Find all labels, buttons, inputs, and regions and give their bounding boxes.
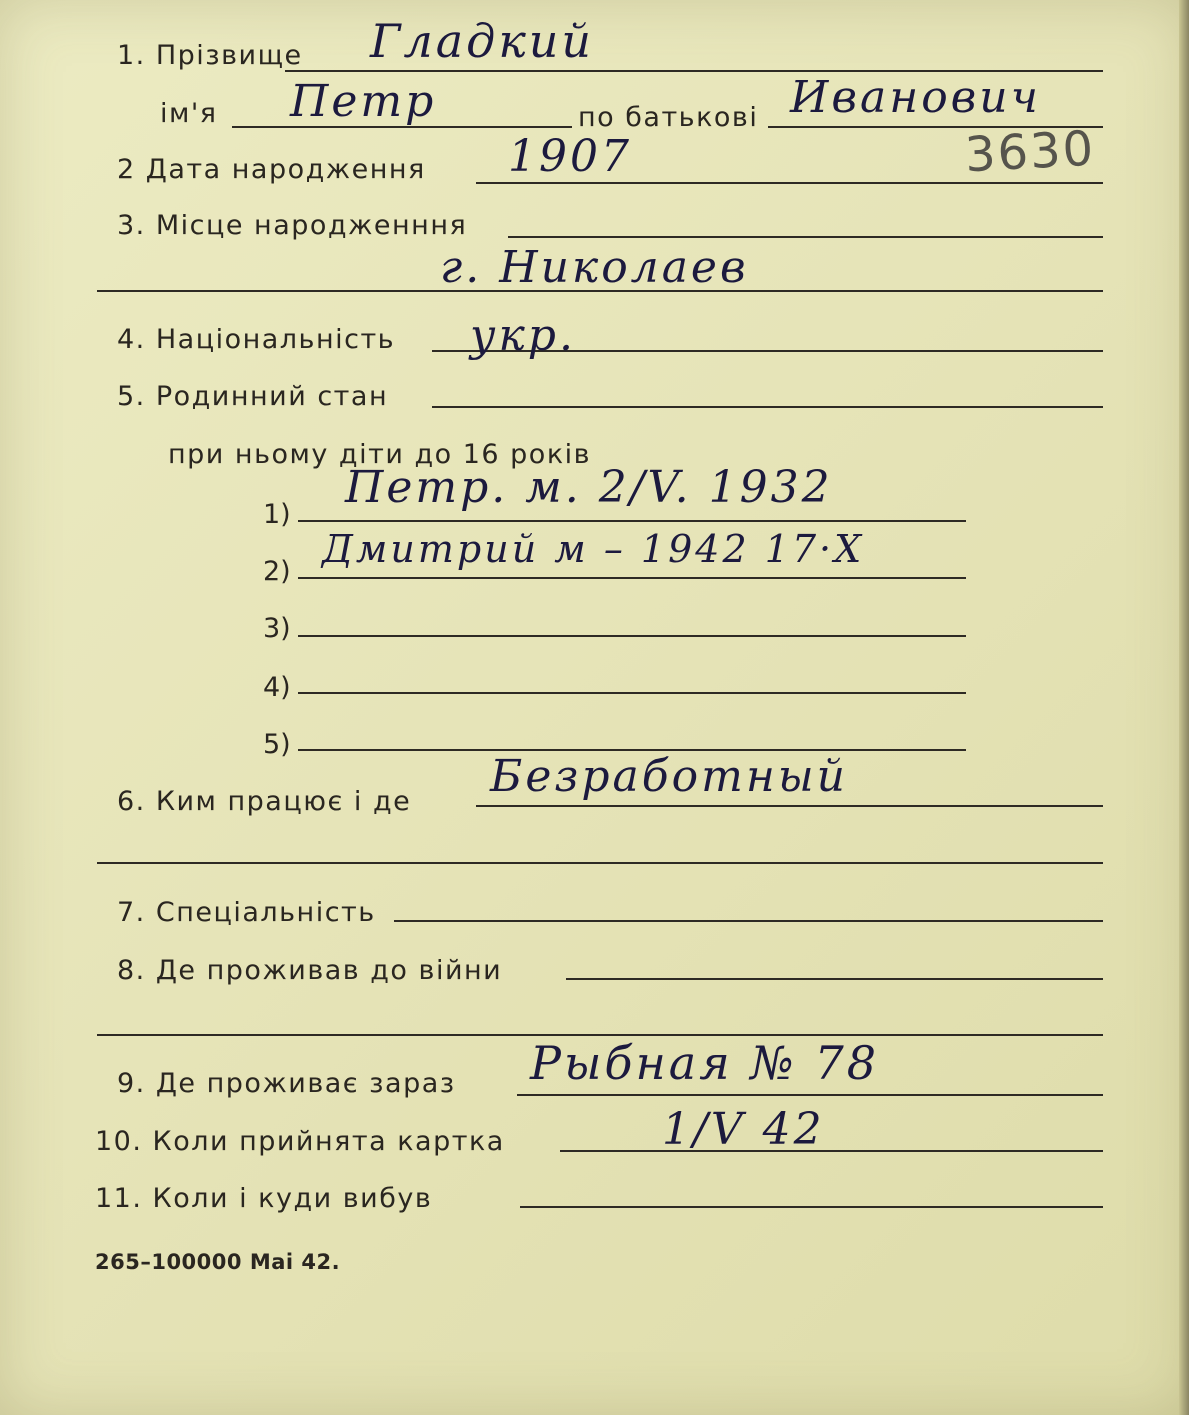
print-run-footer: 265–100000 Mai 42. — [95, 1250, 341, 1274]
first-name-value: Петр — [290, 76, 437, 127]
nationality-value: укр. — [470, 310, 576, 361]
child-2-line — [298, 577, 966, 579]
birth-date-label: 2 Дата народження — [117, 154, 426, 185]
child-4-num: 4) — [263, 672, 291, 703]
marital-status-label: 5. Родинний стан — [117, 381, 389, 412]
employment-line-1 — [476, 805, 1103, 807]
child-5-num: 5) — [263, 729, 291, 760]
departure-label: 11. Коли і куди вибув — [95, 1183, 433, 1214]
child-1-num: 1) — [263, 499, 291, 530]
prewar-residence-line-1 — [566, 978, 1103, 980]
patronymic-label: по батькові — [578, 102, 759, 133]
first-name-label: ім'я — [160, 98, 218, 129]
child-2-value: Дмитрий м – 1942 17·X — [322, 527, 865, 571]
card-number: 3630 — [963, 120, 1097, 184]
surname-value: Гладкий — [370, 14, 595, 68]
employment-label: 6. Ким працює і де — [117, 786, 412, 817]
child-3-num: 3) — [263, 613, 291, 644]
patronymic-value: Иванович — [790, 72, 1042, 123]
birthplace-line-1 — [508, 236, 1103, 238]
child-3-line — [298, 635, 966, 637]
surname-label: 1. Прізвище — [117, 40, 303, 71]
birthplace-value: г. Николаев — [440, 242, 749, 293]
child-2-num: 2) — [263, 556, 291, 587]
current-residence-label: 9. Де проживає зараз — [117, 1068, 456, 1099]
departure-line — [520, 1206, 1103, 1208]
card-accepted-label: 10. Коли прийнята картка — [95, 1126, 505, 1157]
birth-date-line — [476, 182, 1103, 184]
specialty-line — [394, 920, 1103, 922]
birthplace-label: 3. Місце народженння — [117, 210, 468, 241]
prewar-residence-label: 8. Де проживав до війни — [117, 955, 503, 986]
child-1-value: Петр. м. 2/V. 1932 — [345, 462, 833, 513]
card-accepted-value: 1/V 42 — [662, 1104, 825, 1155]
child-4-line — [298, 692, 966, 694]
card-edge — [1179, 0, 1189, 1415]
employment-value: Безработный — [490, 751, 848, 802]
children-label: при ньому діти до 16 років — [168, 439, 592, 470]
card-accepted-line — [560, 1150, 1103, 1152]
child-1-line — [298, 520, 966, 522]
current-residence-line — [517, 1094, 1103, 1096]
employment-line-2 — [97, 862, 1103, 864]
birth-date-value: 1907 — [508, 131, 632, 182]
marital-status-line — [432, 406, 1103, 408]
nationality-label: 4. Національність — [117, 324, 396, 355]
specialty-label: 7. Спеціальність — [117, 897, 376, 928]
current-residence-value: Рыбная № 78 — [530, 1036, 879, 1090]
